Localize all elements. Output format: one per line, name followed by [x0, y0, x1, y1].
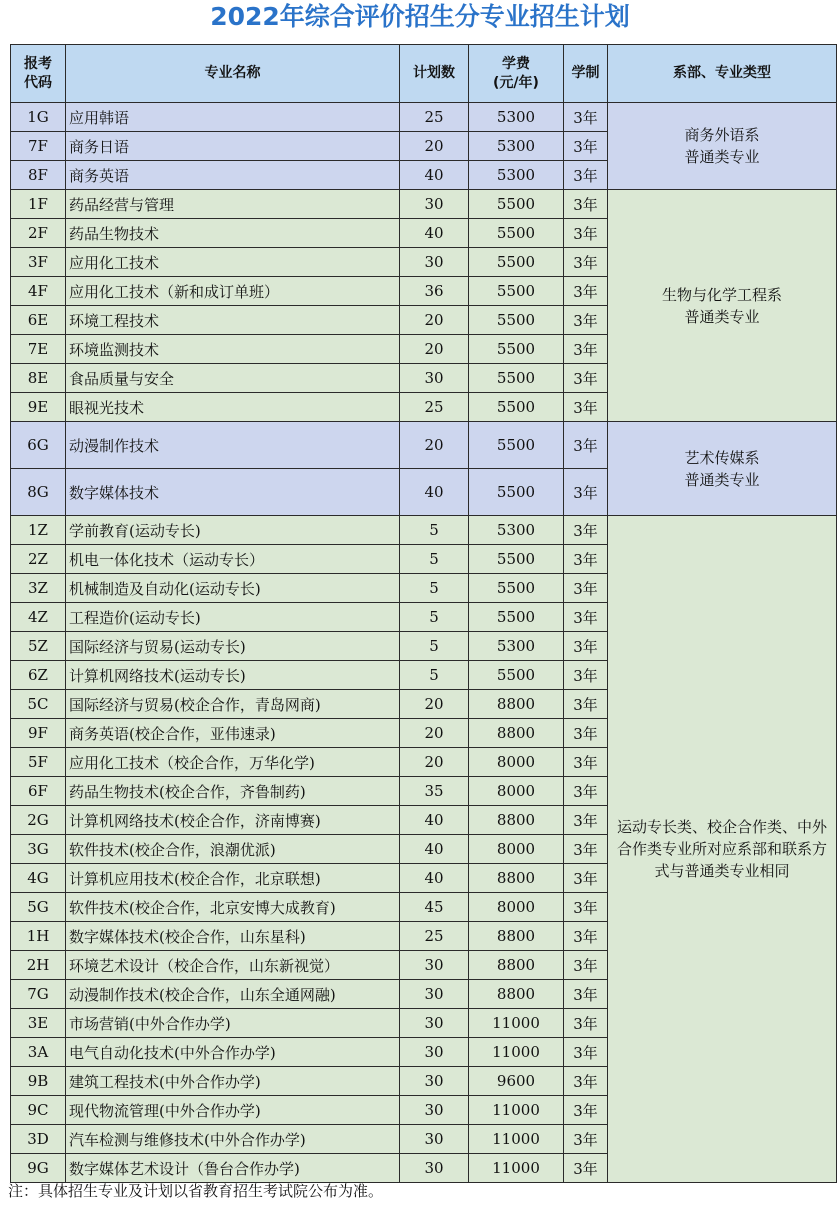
code-cell: 9F	[11, 719, 66, 748]
plan-count-cell: 30	[400, 1067, 469, 1096]
code-cell: 1F	[11, 190, 66, 219]
code-cell: 1Z	[11, 516, 66, 545]
code-cell: 2F	[11, 219, 66, 248]
duration-cell: 3年	[564, 306, 608, 335]
tuition-cell: 8800	[469, 690, 564, 719]
duration-cell: 3年	[564, 190, 608, 219]
plan-count-cell: 20	[400, 690, 469, 719]
tuition-cell: 5500	[469, 277, 564, 306]
plan-count-cell: 30	[400, 980, 469, 1009]
duration-cell: 3年	[564, 603, 608, 632]
duration-cell: 3年	[564, 103, 608, 132]
tuition-cell: 8800	[469, 922, 564, 951]
major-name-cell: 药品生物技术	[66, 219, 400, 248]
tuition-cell: 5300	[469, 632, 564, 661]
tuition-cell: 5500	[469, 393, 564, 422]
tuition-cell: 5500	[469, 574, 564, 603]
code-cell: 4F	[11, 277, 66, 306]
code-cell: 5C	[11, 690, 66, 719]
duration-cell: 3年	[564, 364, 608, 393]
plan-count-cell: 20	[400, 719, 469, 748]
tuition-cell: 8000	[469, 893, 564, 922]
code-cell: 7G	[11, 980, 66, 1009]
duration-cell: 3年	[564, 777, 608, 806]
code-cell: 2Z	[11, 545, 66, 574]
table-row	[11, 516, 837, 545]
tuition-cell: 5500	[469, 545, 564, 574]
tuition-cell: 8000	[469, 748, 564, 777]
plan-count-cell: 30	[400, 1038, 469, 1067]
code-cell: 2G	[11, 806, 66, 835]
major-name-cell: 药品经营与管理	[66, 190, 400, 219]
duration-cell: 3年	[564, 748, 608, 777]
header-plan-label: 计划数	[413, 65, 455, 81]
tuition-cell: 5500	[469, 190, 564, 219]
plan-count-cell: 25	[400, 103, 469, 132]
header-name	[66, 45, 400, 103]
major-name-cell: 计算机网络技术(运动专长)	[66, 661, 400, 690]
header-code-label: 报考 代码	[24, 55, 52, 91]
major-name-cell: 机电一体化技术（运动专长）	[66, 545, 400, 574]
table-row	[11, 103, 837, 132]
major-name-cell: 工程造价(运动专长)	[66, 603, 400, 632]
plan-count-cell: 30	[400, 1154, 469, 1183]
code-cell: 5Z	[11, 632, 66, 661]
plan-count-cell: 40	[400, 864, 469, 893]
code-cell: 9E	[11, 393, 66, 422]
header-plan	[400, 45, 469, 103]
major-name-cell: 环境艺术设计（校企合作，山东新视觉）	[66, 951, 400, 980]
major-name-cell: 电气自动化技术(中外合作办学)	[66, 1038, 400, 1067]
tuition-cell: 9600	[469, 1067, 564, 1096]
tuition-cell: 5500	[469, 335, 564, 364]
duration-cell: 3年	[564, 835, 608, 864]
header-fee-label: 学费 (元/年)	[493, 55, 539, 91]
duration-cell: 3年	[564, 893, 608, 922]
major-name-cell: 软件技术(校企合作，北京安博大成教育)	[66, 893, 400, 922]
enrollment-plan-table	[10, 44, 837, 1183]
header-dept-label: 系部、专业类型	[673, 65, 771, 81]
plan-count-cell: 20	[400, 335, 469, 364]
plan-count-cell: 30	[400, 1009, 469, 1038]
table-header-row	[11, 45, 837, 103]
tuition-cell: 11000	[469, 1038, 564, 1067]
code-cell: 8G	[11, 469, 66, 516]
plan-count-cell: 30	[400, 190, 469, 219]
plan-count-cell: 30	[400, 248, 469, 277]
header-code	[11, 45, 66, 103]
plan-count-cell: 36	[400, 277, 469, 306]
department-cell	[608, 103, 837, 190]
tuition-cell: 8800	[469, 719, 564, 748]
duration-cell: 3年	[564, 277, 608, 306]
plan-count-cell: 30	[400, 1125, 469, 1154]
tuition-cell: 5500	[469, 364, 564, 393]
tuition-cell: 8000	[469, 777, 564, 806]
code-cell: 9G	[11, 1154, 66, 1183]
plan-count-cell: 20	[400, 748, 469, 777]
header-years	[564, 45, 608, 103]
tuition-cell: 8800	[469, 980, 564, 1009]
code-cell: 4Z	[11, 603, 66, 632]
duration-cell: 3年	[564, 864, 608, 893]
duration-cell: 3年	[564, 422, 608, 469]
tuition-cell: 5500	[469, 603, 564, 632]
duration-cell: 3年	[564, 1067, 608, 1096]
plan-count-cell: 45	[400, 893, 469, 922]
major-name-cell: 现代物流管理(中外合作办学)	[66, 1096, 400, 1125]
header-dept	[608, 45, 837, 103]
tuition-cell: 5500	[469, 306, 564, 335]
code-cell: 6Z	[11, 661, 66, 690]
code-cell: 9B	[11, 1067, 66, 1096]
plan-count-cell: 40	[400, 161, 469, 190]
plan-count-cell: 20	[400, 132, 469, 161]
duration-cell: 3年	[564, 545, 608, 574]
duration-cell: 3年	[564, 574, 608, 603]
major-name-cell: 药品生物技术(校企合作，齐鲁制药)	[66, 777, 400, 806]
duration-cell: 3年	[564, 690, 608, 719]
tuition-cell: 8800	[469, 864, 564, 893]
major-name-cell: 国际经济与贸易(运动专长)	[66, 632, 400, 661]
major-name-cell: 汽车检测与维修技术(中外合作办学)	[66, 1125, 400, 1154]
code-cell: 5F	[11, 748, 66, 777]
department-label: 生物与化学工程系 普通类专业	[661, 285, 782, 326]
tuition-cell: 5300	[469, 103, 564, 132]
duration-cell: 3年	[564, 806, 608, 835]
plan-count-cell: 5	[400, 545, 469, 574]
code-cell: 8F	[11, 161, 66, 190]
tuition-cell: 8800	[469, 806, 564, 835]
table-body	[11, 103, 837, 1183]
duration-cell: 3年	[564, 1009, 608, 1038]
plan-count-cell: 5	[400, 661, 469, 690]
tuition-cell: 5500	[469, 422, 564, 469]
plan-count-cell: 20	[400, 306, 469, 335]
major-name-cell: 应用化工技术（新和成订单班）	[66, 277, 400, 306]
plan-count-cell: 40	[400, 835, 469, 864]
tuition-cell: 5500	[469, 469, 564, 516]
major-name-cell: 计算机网络技术(校企合作，济南博赛)	[66, 806, 400, 835]
tuition-cell: 8800	[469, 951, 564, 980]
code-cell: 7E	[11, 335, 66, 364]
major-name-cell: 学前教育(运动专长)	[66, 516, 400, 545]
major-name-cell: 应用化工技术（校企合作，万华化学)	[66, 748, 400, 777]
major-name-cell: 商务日语	[66, 132, 400, 161]
code-cell: 3F	[11, 248, 66, 277]
major-name-cell: 应用化工技术	[66, 248, 400, 277]
duration-cell: 3年	[564, 1096, 608, 1125]
major-name-cell: 市场营销(中外合作办学)	[66, 1009, 400, 1038]
department-cell	[608, 422, 837, 516]
duration-cell: 3年	[564, 132, 608, 161]
major-name-cell: 软件技术(校企合作，浪潮优派)	[66, 835, 400, 864]
duration-cell: 3年	[564, 516, 608, 545]
plan-count-cell: 30	[400, 1096, 469, 1125]
major-name-cell: 动漫制作技术(校企合作，山东全通网融)	[66, 980, 400, 1009]
header-name-label: 专业名称	[204, 65, 261, 81]
tuition-cell: 11000	[469, 1125, 564, 1154]
tuition-cell: 5500	[469, 248, 564, 277]
code-cell: 6E	[11, 306, 66, 335]
duration-cell: 3年	[564, 719, 608, 748]
department-label: 运动专长类、校企合作类、中外合作类专业所对应系部和联系方式与普通类专业相同	[616, 818, 827, 880]
duration-cell: 3年	[564, 219, 608, 248]
major-name-cell: 眼视光技术	[66, 393, 400, 422]
footnote: 注：具体招生专业及计划以省教育招生考试院公布为准。	[8, 1182, 384, 1200]
header-years-label: 学制	[571, 65, 600, 81]
plan-count-cell: 25	[400, 393, 469, 422]
plan-count-cell: 35	[400, 777, 469, 806]
duration-cell: 3年	[564, 922, 608, 951]
major-name-cell: 数字媒体技术(校企合作，山东星科)	[66, 922, 400, 951]
major-name-cell: 机械制造及自动化(运动专长)	[66, 574, 400, 603]
code-cell: 9C	[11, 1096, 66, 1125]
duration-cell: 3年	[564, 661, 608, 690]
code-cell: 8E	[11, 364, 66, 393]
major-name-cell: 国际经济与贸易(校企合作，青岛网商)	[66, 690, 400, 719]
duration-cell: 3年	[564, 980, 608, 1009]
page-title: 2022年综合评价招生分专业招生计划	[210, 2, 630, 31]
tuition-cell: 5300	[469, 516, 564, 545]
tuition-cell: 11000	[469, 1009, 564, 1038]
major-name-cell: 计算机应用技术(校企合作，北京联想)	[66, 864, 400, 893]
table-row	[11, 422, 837, 469]
major-name-cell: 食品质量与安全	[66, 364, 400, 393]
duration-cell: 3年	[564, 161, 608, 190]
major-name-cell: 数字媒体艺术设计（鲁台合作办学)	[66, 1154, 400, 1183]
department-label: 艺术传媒系 普通类专业	[684, 448, 760, 489]
duration-cell: 3年	[564, 1154, 608, 1183]
duration-cell: 3年	[564, 469, 608, 516]
code-cell: 1H	[11, 922, 66, 951]
header-fee	[469, 45, 564, 103]
code-cell: 3G	[11, 835, 66, 864]
code-cell: 6F	[11, 777, 66, 806]
tuition-cell: 5500	[469, 661, 564, 690]
code-cell: 1G	[11, 103, 66, 132]
code-cell: 3A	[11, 1038, 66, 1067]
code-cell: 3Z	[11, 574, 66, 603]
major-name-cell: 动漫制作技术	[66, 422, 400, 469]
duration-cell: 3年	[564, 1038, 608, 1067]
tuition-cell: 5300	[469, 161, 564, 190]
tuition-cell: 11000	[469, 1154, 564, 1183]
code-cell: 5G	[11, 893, 66, 922]
tuition-cell: 8000	[469, 835, 564, 864]
plan-count-cell: 40	[400, 469, 469, 516]
plan-count-cell: 20	[400, 422, 469, 469]
plan-count-cell: 40	[400, 806, 469, 835]
department-cell	[608, 190, 837, 422]
tuition-cell: 11000	[469, 1096, 564, 1125]
code-cell: 4G	[11, 864, 66, 893]
duration-cell: 3年	[564, 1125, 608, 1154]
department-cell	[608, 516, 837, 1183]
plan-count-cell: 30	[400, 951, 469, 980]
plan-count-cell: 30	[400, 364, 469, 393]
tuition-cell: 5500	[469, 219, 564, 248]
plan-count-cell: 40	[400, 219, 469, 248]
duration-cell: 3年	[564, 393, 608, 422]
tuition-cell: 5300	[469, 132, 564, 161]
code-cell: 2H	[11, 951, 66, 980]
major-name-cell: 应用韩语	[66, 103, 400, 132]
plan-count-cell: 5	[400, 632, 469, 661]
major-name-cell: 环境监测技术	[66, 335, 400, 364]
code-cell: 6G	[11, 422, 66, 469]
major-name-cell: 商务英语(校企合作，亚伟速录)	[66, 719, 400, 748]
code-cell: 3D	[11, 1125, 66, 1154]
duration-cell: 3年	[564, 335, 608, 364]
major-name-cell: 环境工程技术	[66, 306, 400, 335]
plan-count-cell: 5	[400, 574, 469, 603]
code-cell: 7F	[11, 132, 66, 161]
plan-count-cell: 25	[400, 922, 469, 951]
code-cell: 3E	[11, 1009, 66, 1038]
duration-cell: 3年	[564, 632, 608, 661]
department-label: 商务外语系 普通类专业	[684, 126, 760, 166]
plan-count-cell: 5	[400, 603, 469, 632]
major-name-cell: 商务英语	[66, 161, 400, 190]
duration-cell: 3年	[564, 248, 608, 277]
table-row	[11, 190, 837, 219]
duration-cell: 3年	[564, 951, 608, 980]
major-name-cell: 数字媒体技术	[66, 469, 400, 516]
major-name-cell: 建筑工程技术(中外合作办学)	[66, 1067, 400, 1096]
plan-count-cell: 5	[400, 516, 469, 545]
